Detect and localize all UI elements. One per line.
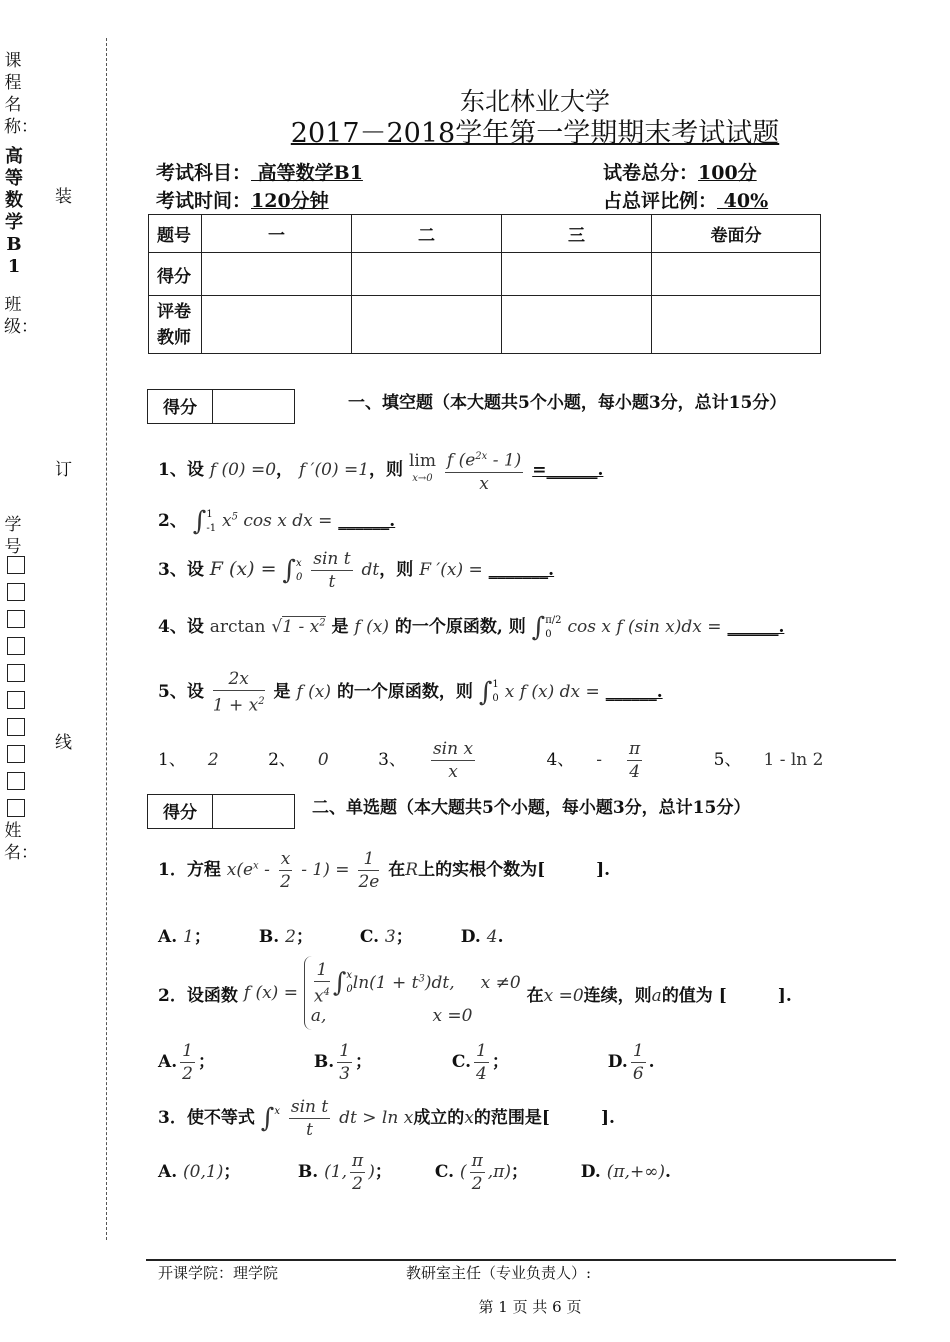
math-expr: f (x) = — [243, 983, 298, 1003]
math-sup: 3 — [418, 973, 425, 984]
fraction — [279, 848, 293, 893]
q-text: 4、设 — [158, 617, 204, 637]
math-expr: - 1) = — [301, 860, 350, 880]
fraction — [337, 1040, 352, 1085]
id-box[interactable] — [7, 637, 25, 655]
footer-director: 教研室主任（专业负责人）: — [406, 1264, 592, 1282]
option-label: A. — [158, 1052, 178, 1072]
fraction — [470, 1150, 485, 1195]
subject-row — [156, 158, 389, 185]
fraction — [445, 446, 523, 495]
option-label: D. — [607, 1052, 628, 1072]
option-label: C. — [434, 1162, 454, 1182]
upper-limit: 1 — [492, 679, 499, 691]
denominator: t — [306, 1120, 313, 1140]
numerator: x — [280, 849, 291, 869]
table-header-cell: 二 — [352, 215, 502, 253]
q-text: 3．使不等式 — [158, 1108, 255, 1128]
math-expr: f (0) =0 — [209, 459, 277, 480]
fraction — [627, 738, 664, 783]
upper-limit: π/2 — [545, 614, 562, 626]
math-end: )dt, — [424, 972, 455, 993]
score-box-label: 得分 — [148, 795, 213, 828]
table-cell: 得分 — [149, 253, 202, 296]
q-text: 1、设 — [158, 459, 204, 480]
table-cell[interactable] — [652, 296, 821, 354]
fraction — [314, 959, 330, 1008]
answer-label: 4、 — [546, 750, 575, 770]
integral-limits — [545, 614, 561, 642]
q-text: 的值为 [ ]. — [661, 985, 792, 1006]
sqrt-expr: $√1 - x^2$ — [271, 617, 326, 637]
answer-value: 0 — [317, 750, 329, 770]
course-name-text: 高等数学B1 — [5, 146, 23, 277]
numerator: π — [629, 739, 641, 759]
option-label: D. — [460, 927, 481, 947]
table-header-cell: 题号 — [149, 215, 202, 253]
option-label: B. — [313, 1052, 335, 1072]
integral-sign: ∫ — [282, 555, 296, 586]
option-value: 1 — [183, 927, 194, 947]
numerator: 1 — [182, 1041, 193, 1061]
section2-title: 二、单选题（本大题共5个小题，每小题3分，总计15分） — [312, 798, 751, 818]
num-sup: 2x — [475, 451, 488, 462]
footer-college: 开课学院：理学院 — [158, 1264, 279, 1282]
binding-mark-zhuang: 装 — [55, 187, 72, 207]
binding-mark-xian: 线 — [55, 733, 72, 753]
fraction — [350, 1150, 365, 1195]
table-header-cell: 一 — [202, 215, 352, 253]
ratio-value: 40% — [717, 190, 769, 212]
total-label: 试卷总分： — [603, 162, 699, 184]
id-box[interactable] — [7, 610, 25, 628]
den-sup: 4 — [323, 986, 330, 998]
option-label: C. — [359, 927, 379, 947]
id-box[interactable] — [7, 691, 25, 709]
fraction — [631, 1040, 646, 1085]
total-row — [603, 158, 757, 185]
integral-sign: ∫ — [260, 1103, 275, 1134]
integral-sign: ∫ — [531, 612, 546, 643]
course-label-text: 课程名称： — [4, 51, 38, 137]
option-value: 3 — [384, 927, 396, 947]
integral-limits — [206, 508, 216, 536]
id-box[interactable] — [7, 718, 25, 736]
option-c[interactable] — [452, 1040, 602, 1085]
score-table-header — [149, 215, 821, 253]
answer-sign: - — [596, 750, 603, 770]
denominator — [213, 691, 265, 717]
option-end: ； — [223, 1162, 241, 1182]
time-label: 考试时间： — [156, 190, 252, 212]
option-a[interactable] — [158, 1040, 308, 1085]
math-sup: 5 — [231, 511, 238, 523]
table-cell[interactable] — [202, 296, 352, 354]
table-row — [149, 296, 821, 354]
denominator: 2 — [352, 1174, 363, 1194]
table-cell[interactable] — [502, 253, 652, 296]
denominator: 2e — [358, 872, 380, 892]
fraction — [180, 1040, 195, 1085]
choice-question-1-options — [158, 922, 638, 947]
table-cell: 评卷 教师 — [149, 296, 202, 354]
upper-limit: x — [346, 970, 353, 982]
option-end: . — [497, 927, 504, 947]
fraction — [311, 548, 352, 593]
course-name — [4, 146, 26, 278]
choice-question-1 — [158, 848, 610, 893]
q-text: 2、 — [158, 511, 187, 531]
q-text: 的一个原函数, 则 — [394, 617, 526, 637]
table-cell[interactable] — [652, 253, 821, 296]
option-value: ) — [368, 1162, 375, 1182]
math-part: - — [258, 860, 270, 880]
answer-blank[interactable]: ______. — [605, 681, 663, 702]
option-end: ； — [295, 927, 313, 947]
option-end: ； — [355, 1052, 373, 1072]
math-expr: F ′(x) = — [419, 560, 483, 580]
numerator: 1 — [358, 848, 379, 871]
class-label — [4, 294, 38, 338]
answer-blank[interactable]: ______. — [727, 617, 785, 637]
den-text: x — [313, 986, 324, 1007]
fill-question-2 — [158, 506, 395, 537]
id-box[interactable] — [7, 799, 25, 817]
fill-question-3 — [158, 548, 554, 593]
denominator: x — [448, 762, 458, 782]
answers-row — [158, 738, 867, 783]
q-text: 的范围是[ ]. — [473, 1108, 615, 1128]
name-label — [4, 820, 38, 864]
numerator: sin t — [290, 1097, 329, 1117]
option-value: ,π) — [487, 1162, 511, 1182]
num-end: - 1) — [487, 450, 522, 471]
math-expr: f ′(0) =1 — [298, 459, 370, 480]
lower-limit: 0 — [545, 628, 552, 640]
option-label: D. — [580, 1162, 601, 1182]
total-value: 100分 — [698, 162, 757, 184]
math-expr: F (x) = — [209, 558, 277, 580]
subject-value: 高等数学B1 — [251, 162, 363, 184]
denominator: 2 — [182, 1064, 193, 1084]
time-row — [156, 186, 329, 213]
denominator: 3 — [339, 1064, 351, 1084]
option-end: ； — [197, 1052, 215, 1072]
option-label: C. — [451, 1052, 471, 1072]
math-sup: x — [253, 860, 259, 872]
denominator: 4 — [476, 1064, 487, 1084]
fraction — [289, 1096, 330, 1141]
id-box[interactable] — [7, 772, 25, 790]
answer-value: 2 — [207, 750, 219, 770]
class-label-text: 班级： — [4, 295, 38, 337]
den-text: 1 + x — [212, 695, 259, 716]
math-expr: a — [651, 985, 662, 1006]
option-end: . — [665, 1162, 671, 1182]
option-d[interactable] — [461, 927, 556, 947]
math-expr: f (x) — [296, 681, 332, 702]
numerator: π — [352, 1151, 364, 1171]
numerator: 2x — [213, 668, 265, 691]
fraction — [474, 1040, 489, 1085]
option-c[interactable] — [360, 922, 455, 947]
table-cell[interactable] — [502, 296, 652, 354]
option-b[interactable] — [314, 1040, 446, 1085]
id-box[interactable] — [7, 556, 25, 574]
option-label: A. — [158, 1162, 178, 1182]
answer-1 — [158, 750, 241, 770]
q-text: 成立的 — [413, 1108, 465, 1128]
q-text: 上的实根个数为[ ]. — [418, 860, 611, 880]
id-box[interactable] — [7, 745, 25, 763]
choice-question-2-options — [158, 1040, 678, 1085]
answer-4 — [546, 739, 686, 782]
sqrt-text: 1 - x — [282, 617, 320, 637]
integral-sign: ∫ — [332, 968, 347, 999]
denominator: 2 — [471, 1174, 483, 1194]
upper-limit: x — [274, 1105, 280, 1117]
q-text: 3、设 — [158, 560, 204, 580]
integral-sign: ∫ — [478, 677, 493, 708]
answer-2 — [268, 750, 351, 770]
binding-mark-ding: 订 — [55, 460, 72, 480]
integral-limits — [492, 678, 498, 706]
q-text: 在 — [526, 985, 544, 1006]
fill-question-1 — [158, 446, 603, 495]
table-header-cell: 三 — [502, 215, 652, 253]
answer-5 — [714, 750, 846, 770]
fraction — [431, 738, 497, 783]
option-end: ； — [193, 927, 211, 947]
math-expr: R — [405, 860, 419, 880]
student-id-boxes[interactable] — [7, 556, 25, 826]
q-text: ，则 — [369, 459, 404, 480]
math-body: ln(1 + t — [352, 972, 419, 993]
q-text: 是 — [331, 617, 349, 637]
numerator: 1 — [632, 1041, 644, 1061]
numerator — [445, 446, 523, 473]
page-number: 第 1 页 共 6 页 — [478, 1298, 582, 1316]
math-expr: dt — [361, 560, 380, 580]
q-text: 在 — [388, 860, 406, 880]
choice-question-2 — [158, 956, 792, 1030]
sqrt-sup: 2 — [319, 617, 326, 629]
denominator: x — [479, 473, 489, 494]
math-cond: x =0 — [432, 1006, 473, 1026]
fraction — [358, 848, 379, 893]
math-expr: x — [464, 1108, 474, 1128]
choice-question-3 — [158, 1096, 615, 1141]
upper-limit: x — [295, 557, 302, 569]
option-value: 2 — [285, 927, 296, 947]
piecewise-case-1 — [311, 956, 521, 1007]
lower-limit: -1 — [206, 522, 217, 534]
limit-text: lim — [408, 451, 436, 472]
numerator: 1 — [314, 959, 330, 982]
math-body: x — [221, 511, 232, 531]
q-text: ， — [276, 459, 294, 480]
section1-title: 一、填空题（本大题共5个小题，每小题3分，总计15分） — [348, 393, 787, 413]
lower-limit: 0 — [295, 571, 303, 583]
fraction — [213, 668, 265, 717]
option-b[interactable] — [259, 922, 354, 947]
student-id-label — [4, 514, 26, 558]
numerator: sin t — [313, 549, 351, 569]
q-text: 2．设函数 — [158, 985, 238, 1006]
numerator: 1 — [476, 1041, 487, 1061]
option-a[interactable] — [158, 922, 253, 947]
answer-value: 1 - ln 2 — [763, 750, 824, 770]
answer-label: 5、 — [713, 750, 742, 770]
id-box[interactable] — [7, 664, 25, 682]
answer-blank[interactable]: _______. — [488, 560, 555, 580]
table-cell[interactable] — [352, 253, 502, 296]
score-table — [148, 214, 821, 354]
lower-limit: 0 — [492, 693, 499, 705]
limit-expr — [409, 452, 436, 488]
piecewise-function — [304, 956, 521, 1030]
q2-tail — [527, 981, 792, 1006]
math-expr: cos x f (sin x)dx = — [567, 617, 722, 637]
answer-3 — [378, 739, 519, 782]
math-part: x(e — [226, 860, 254, 880]
denominator: 2 — [280, 872, 291, 892]
math-expr: a, — [310, 1006, 327, 1026]
section1-score-box[interactable] — [147, 389, 295, 424]
option-a[interactable] — [158, 1157, 292, 1182]
option-c[interactable] — [435, 1150, 575, 1195]
piecewise-case-2 — [311, 1002, 521, 1030]
ratio-row — [603, 186, 768, 213]
math-expr — [222, 511, 332, 531]
exam-title: 2017－2018学年第一学期期末考试试题 — [290, 118, 780, 149]
math-expr: x f (x) dx = — [504, 681, 600, 702]
choice-question-3-options — [158, 1150, 718, 1195]
q-text: 5、设 — [158, 681, 204, 702]
integral-limits — [274, 1105, 280, 1133]
option-value: (0,1) — [183, 1162, 224, 1182]
option-label: A. — [158, 927, 178, 947]
section2-score-box[interactable] — [147, 794, 295, 829]
student-id-label-text: 学号 — [4, 515, 22, 557]
fill-question-5 — [158, 668, 663, 717]
option-end: ； — [395, 927, 413, 947]
integral-limits — [296, 557, 302, 585]
denominator: 4 — [629, 762, 641, 782]
numerator: π — [471, 1151, 483, 1171]
answer-blank[interactable]: =______. — [532, 459, 604, 480]
score-box-label: 得分 — [148, 390, 213, 423]
option-value: 4 — [486, 927, 498, 947]
numerator: sin x — [432, 739, 474, 759]
option-end: . — [648, 1052, 655, 1072]
option-d[interactable] — [581, 1162, 701, 1182]
math-cond: x ≠0 — [480, 972, 521, 993]
option-end: ； — [510, 1162, 528, 1182]
option-d[interactable] — [608, 1040, 688, 1085]
math-rest: cos x dx = — [237, 511, 333, 531]
option-label: B. — [258, 927, 280, 947]
option-value: (π,+∞) — [606, 1162, 665, 1182]
answer-label: 2、 — [268, 750, 296, 770]
denominator: t — [328, 572, 336, 592]
answer-label: 3、 — [378, 750, 406, 770]
ratio-label: 占总评比例： — [603, 190, 718, 212]
option-label: B. — [297, 1162, 319, 1182]
answer-blank[interactable]: ______. — [338, 511, 396, 531]
option-value: (1, — [324, 1162, 347, 1182]
option-value: ( — [459, 1162, 467, 1182]
den-sup: 2 — [258, 696, 265, 707]
binding-line — [106, 38, 107, 1240]
table-cell[interactable] — [202, 253, 352, 296]
numerator: 1 — [339, 1041, 351, 1061]
time-value: 120分钟 — [251, 190, 329, 212]
math-expr: x =0 — [543, 985, 584, 1006]
lower-limit: 0 — [346, 984, 353, 996]
option-end: ； — [491, 1052, 509, 1072]
integral-sign: ∫ — [192, 506, 207, 537]
math-expr — [353, 973, 455, 993]
q-text: 是 — [273, 681, 291, 702]
denominator: 6 — [632, 1064, 644, 1084]
table-cell[interactable] — [352, 296, 502, 354]
id-box[interactable] — [7, 583, 25, 601]
name-label-text: 姓名： — [4, 821, 38, 863]
table-row — [149, 253, 821, 296]
subject-label: 考试科目： — [156, 162, 252, 184]
num-text: f (e — [446, 450, 476, 471]
footer-divider — [146, 1259, 896, 1261]
q-text: 连续，则 — [583, 985, 652, 1006]
option-end: ； — [374, 1162, 392, 1182]
table-header-cell: 卷面分 — [652, 215, 821, 253]
answer-label: 1、 — [158, 750, 186, 770]
university-name: 东北林业大学 — [459, 87, 610, 116]
option-b[interactable] — [298, 1150, 429, 1195]
math-expr: dt > ln x — [339, 1108, 414, 1128]
fill-question-4 — [158, 612, 784, 643]
q-text: 1．方程 — [158, 860, 221, 880]
math-func: arctan — [209, 617, 266, 637]
sqrt-body — [282, 616, 325, 637]
math-expr: f (x) — [354, 617, 389, 637]
q-text: 的一个原函数，则 — [336, 681, 473, 702]
limit-sub: x→0 — [412, 473, 433, 485]
upper-limit: 1 — [206, 508, 213, 520]
q-text: ，则 — [379, 560, 414, 580]
math-expr — [227, 860, 270, 880]
